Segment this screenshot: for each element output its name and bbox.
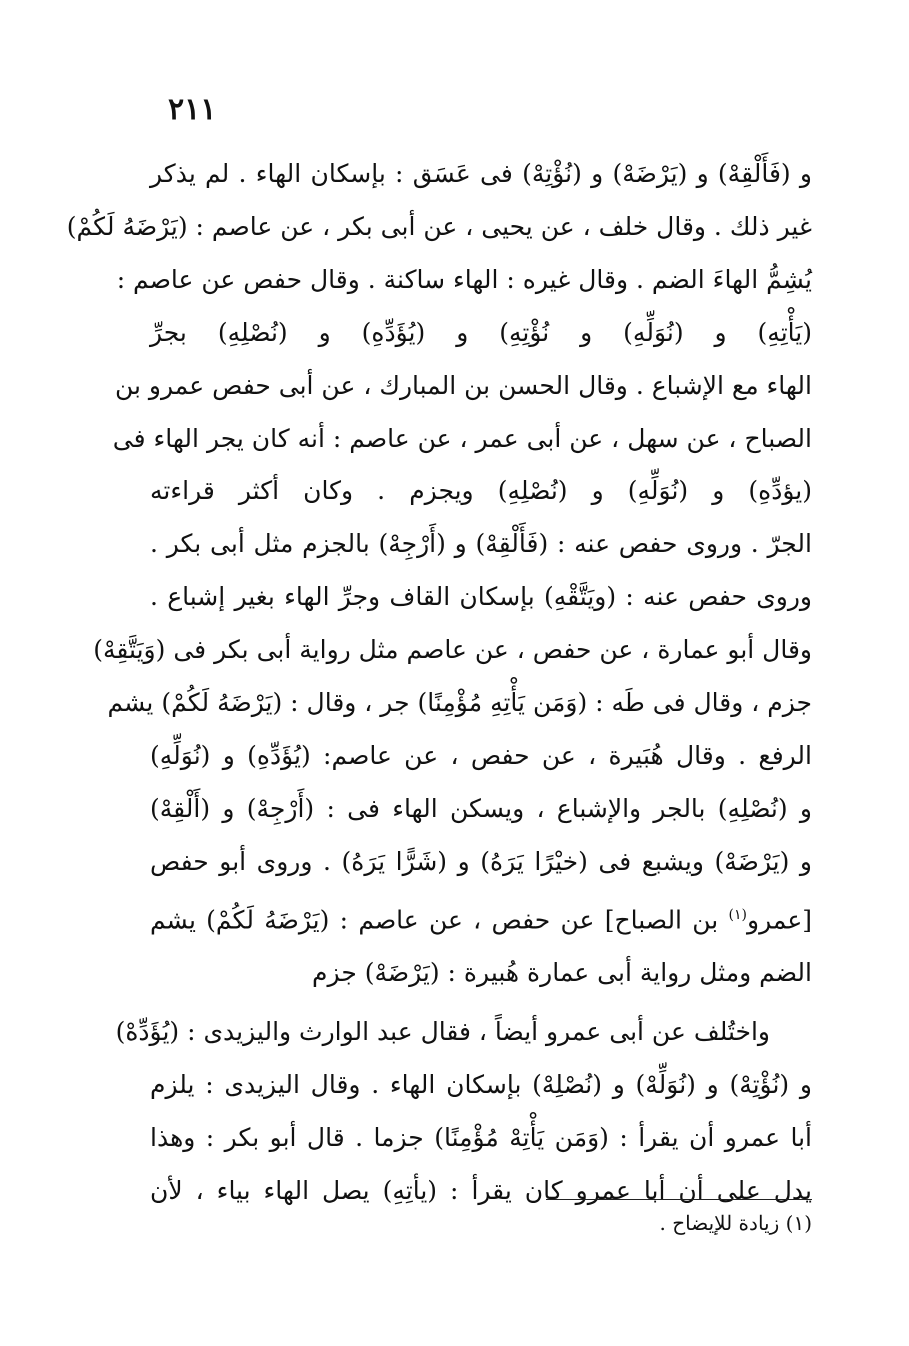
text-line: جزم ، وقال فى طَه : (وَمَن يَأْتِهِ مُؤْمِنًا) جر ، وقال : (يَرْضَهُ لَكُمْ) يشم	[107, 688, 812, 718]
text-line: الصباح ، عن سهل ، عن أبى عمر ، عن عاصم : أنه كان يجر الهاء فى	[112, 423, 812, 453]
line-rest: بن الصباح] عن حفص ، عن عاصم : (يَرْضَهُ لَكُمْ) يشم	[150, 905, 719, 935]
text-line-with-footnote	[150, 889, 812, 947]
text-line: الضم ومثل رواية أبى عمارة هُبيرة : (يَرْضَهْ) جزم	[312, 957, 812, 987]
text-line: الرفع . وقال هُبَيرة ، عن حفص ، عن عاصم: (يُؤَدِّهِ) و (نُوَلِّهِ)	[150, 740, 812, 770]
text-line: و (نُصْلِهِ) بالجر والإشباع ، ويسكن الهاء فى : (أَرْجِهْ) و (أَلْقِهْ)	[150, 793, 812, 823]
text-line: غير ذلك . وقال خلف ، عن يحيى ، عن أبى بكر ، عن عاصم : (يَرْضَهُ لَكُمْ)	[66, 211, 812, 241]
text-line: الجرّ . وروى حفص عنه : (فَأَلْقِهْ) و (أَرْجِهْ) بالجزم مثل أبى بكر .	[150, 529, 812, 559]
footnote-marker: (١)	[728, 906, 747, 923]
text-line: وروى حفص عنه : (ويَتَّقْهِ) بإسكان القاف وجرِّ الهاء بغير إشباع .	[150, 582, 812, 612]
footnote: (١) زيادة للإيضاح .	[659, 1211, 812, 1235]
text-line: و (نُؤْتِهْ) و (نُوَلِّهْ) و (نُصْلِهْ) بإسكان الهاء . وقال اليزيدى : يلزم	[150, 1069, 812, 1099]
line-start: [عمرو	[747, 905, 812, 935]
text-line: الهاء مع الإشباع . وقال الحسن بن المبارك ، عن أبى حفص عمرو بن	[114, 370, 812, 400]
text-line: يُشِمُّ الهاءَ الضم . وقال غيره : الهاء ساكنة . وقال حفص عن عاصم :	[116, 264, 812, 294]
text-line: (يؤدِّهِ) و (نُوَلِّهِ) و (نُصْلِهِ) ويجزم . وكان أكثر قراءته	[150, 476, 812, 506]
text-line: و (فَأَلْقِهْ) و (يَرْضَهْ) و (نُؤْتِهْ) فى عَسَق : بإسكان الهاء . لم يذكر	[150, 159, 812, 188]
text-line: و (يَرْضَهْ) ويشبع فى (خيْرًا يَرَهُ) و (شَرًّا يَرَهُ) . وروى أبو حفص	[150, 846, 812, 876]
page-number: ٢١١	[168, 92, 217, 127]
text-line: واختُلف عن أبى عمرو أيضاً ، فقال عبد الوارث واليزيدى : (يُؤَدِّهْ)	[115, 1016, 770, 1046]
text-line: أبا عمرو أن يقرأ : (وَمَن يَأْتِهْ مُؤْمِنًا) جزما . قال أبو بكر : وهذا	[150, 1122, 812, 1152]
footnote-divider	[546, 1199, 812, 1200]
text-line: وقال أبو عمارة ، عن حفص ، عن عاصم مثل رواية أبى بكر فى (وَيَتَّقِهْ)	[93, 635, 812, 665]
text-line: يدل على أن أبا عمرو كان يقرأ : (يأتِهِ) يصل الهاء بياء ، لأن	[150, 1175, 812, 1205]
main-text	[66, 148, 812, 1217]
text-line: (يَأْتِهِ) و (نُوَلِّهِ) و نُؤْتِهِ) و (يُؤَدِّهِ) و (نُصْلِهِ) بجرِّ	[150, 317, 812, 347]
